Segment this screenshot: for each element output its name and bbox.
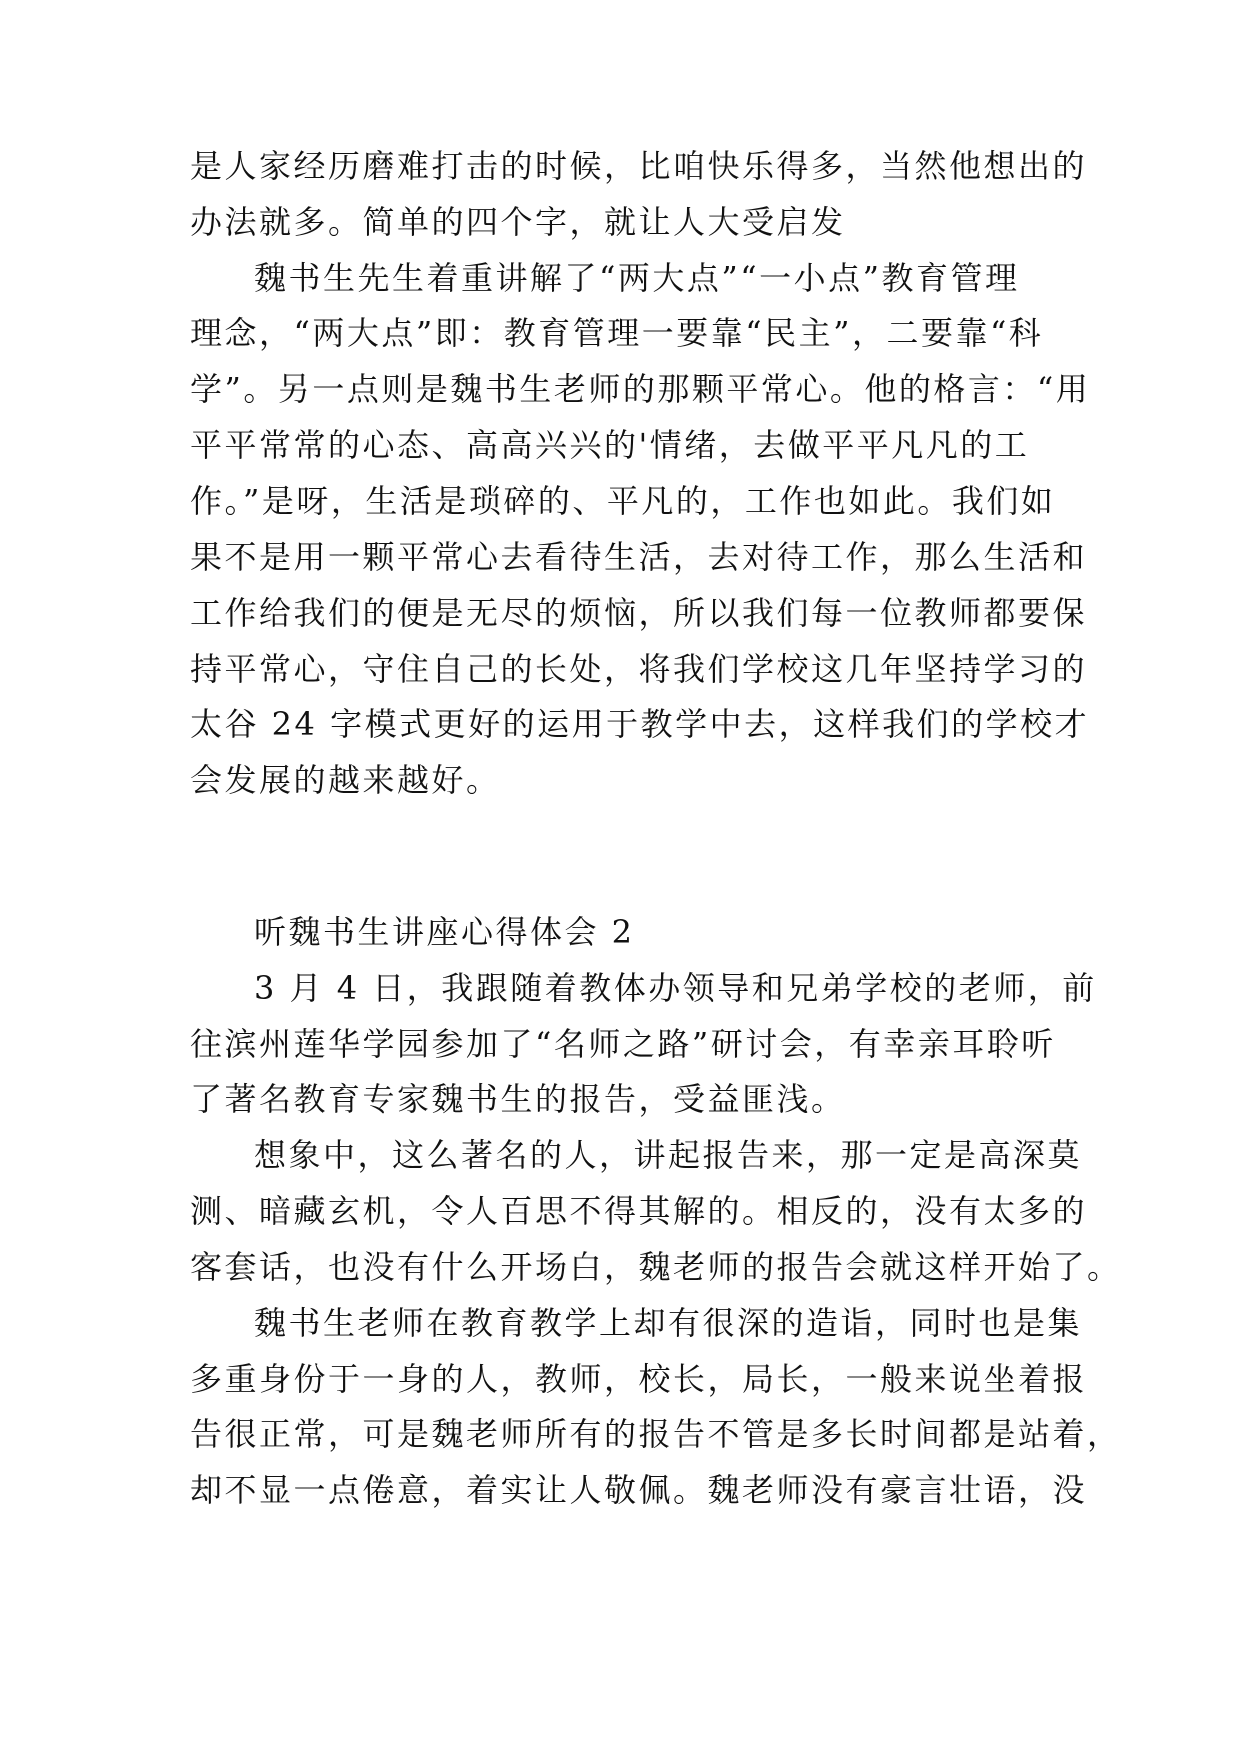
text-line: 理念，“两大点”即：教育管理一要靠“民主”，二要靠“科 [190, 314, 1044, 352]
text-line: 却不显一点倦意，着实让人敬佩。魏老师没有豪言壮语，没 [190, 1471, 1088, 1509]
text-line: 往滨州莲华学园参加了“名师之路”研讨会，有幸亲耳聆听 [190, 1025, 1056, 1063]
text-line: 告很正常，可是魏老师所有的报告不管是多长时间都是站着， [190, 1415, 1122, 1453]
text-line: 工作给我们的便是无尽的烦恼，所以我们每一位教师都要保 [190, 594, 1088, 632]
paragraph-start-line: 想象中，这么著名的人，讲起报告来，那一定是高深莫 [254, 1136, 1083, 1174]
text-line: 会发展的越来越好。 [190, 761, 501, 799]
section-heading: 听魏书生讲座心得体会 2 [254, 913, 635, 951]
text-line: 太谷 24 字模式更好的运用于教学中去，这样我们的学校才 [190, 705, 1090, 743]
text-line: 多重身份于一身的人，教师，校长，局长，一般来说坐着报 [190, 1360, 1088, 1398]
text-line: 了著名教育专家魏书生的报告，受益匪浅。 [190, 1080, 846, 1118]
paragraph-start-line: 3 月 4 日，我跟随着教体办领导和兄弟学校的老师，前 [254, 969, 1097, 1007]
text-line: 持平常心，守住自己的长处，将我们学校这几年坚持学习的 [190, 650, 1088, 688]
text-line: 是人家经历磨难打击的时候，比咱快乐得多，当然他想出的 [190, 147, 1088, 185]
paragraph-start-line: 魏书生老师在教育教学上却有很深的造诣，同时也是集 [254, 1304, 1083, 1342]
text-line: 办法就多。简单的四个字，就让人大受启发 [190, 203, 846, 241]
text-line: 测、暗藏玄机，令人百思不得其解的。相反的，没有太多的 [190, 1192, 1088, 1230]
text-line: 学”。另一点则是魏书生老师的那颗平常心。他的格言：“用 [190, 370, 1091, 408]
text-line: 平平常常的心态、高高兴兴的'情绪，去做平平凡凡的工 [190, 426, 1030, 464]
text-line: 客套话，也没有什么开场白，魏老师的报告会就这样开始了。 [190, 1248, 1122, 1286]
text-line: 果不是用一颗平常心去看待生活，去对待工作，那么生活和 [190, 538, 1088, 576]
text-line: 作。”是呀，生活是琐碎的、平凡的，工作也如此。我们如 [190, 482, 1056, 520]
paragraph-start-line: 魏书生先生着重讲解了“两大点”“一小点”教育管理 [254, 259, 1020, 297]
